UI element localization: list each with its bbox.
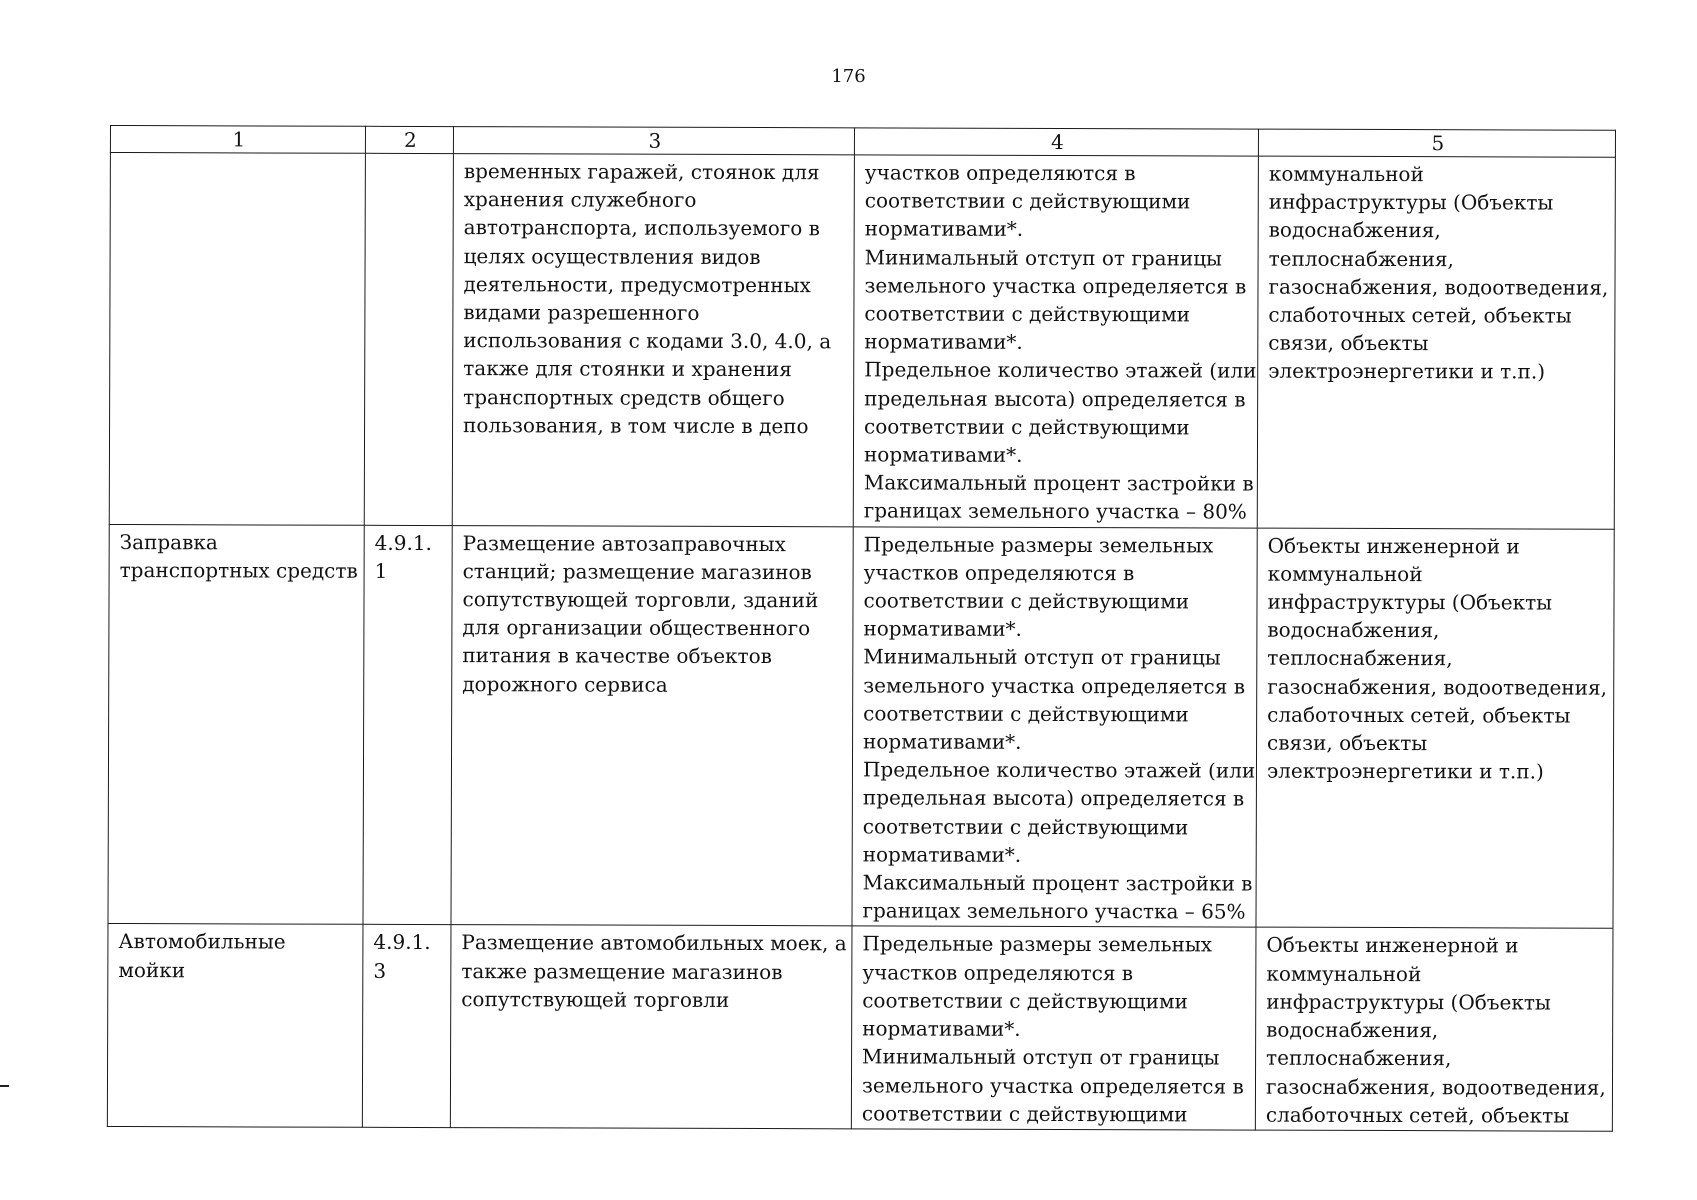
cell-text-line: Размещение автозаправочных: [462, 530, 786, 556]
land-use-code-cell: 4.9.1.1: [363, 525, 452, 925]
cell-text-line: Предельное количество этажей (или: [864, 357, 1257, 384]
margin-mark: [0, 1085, 9, 1087]
cell-text-line: автотранспорта, используемого в: [463, 215, 820, 241]
cell-text-line: также размещение магазинов: [461, 958, 783, 984]
table-row: [108, 524, 1614, 929]
cell-text-line: Объекты инженерной и: [1267, 533, 1520, 559]
land-use-description-cell: [452, 154, 854, 527]
cell-text-line: инфраструктуры (Объекты: [1268, 189, 1554, 215]
cell-text-line: предельная высота) определяется в: [864, 385, 1246, 412]
cell-text-line: соответствии с действующими: [864, 188, 1191, 214]
cell-text-line: инфраструктуры (Объекты: [1267, 589, 1553, 615]
cell-text-line: нормативами*.: [863, 442, 1023, 467]
infrastructure-objects-cell: [1256, 528, 1614, 929]
cell-text-line: транспортных средств: [119, 557, 358, 583]
cell-text-line: нормативами*.: [862, 842, 1022, 867]
land-use-parameters-cell: [852, 526, 1257, 927]
cell-text-line: земельного участка определяется в: [863, 673, 1246, 699]
cell-text-line: нормативами*.: [863, 729, 1022, 754]
cell-text-line: дорожного сервиса: [462, 671, 668, 697]
land-use-table: [107, 125, 1616, 1132]
cell-text-line: нормативами*.: [863, 616, 1022, 642]
cell-text-line: границах земельного участка – 80%: [863, 498, 1247, 525]
cell-text-line: Минимальный отступ от границы: [864, 244, 1223, 271]
cell-text-line: газоснабжения, водоотведения,: [1268, 274, 1609, 300]
header-col-5: 5: [1258, 129, 1615, 157]
cell-text-line: Минимальный отступ от границы: [862, 1044, 1220, 1070]
cell-text-line: соответствии с действующими: [864, 301, 1191, 327]
cell-text-line: теплоснабжения,: [1267, 646, 1453, 671]
land-use-name-cell: [109, 153, 365, 525]
cell-text-line: соответствии с действующими: [863, 701, 1189, 727]
cell-text-line: коммунальной: [1268, 161, 1424, 187]
cell-text-line: Предельные размеры земельных: [862, 931, 1213, 957]
cell-text-line: транспортных средств общего: [463, 384, 785, 410]
cell-text-line: питания в качестве объектов: [462, 643, 772, 669]
cell-text-line: газоснабжения, водоотведения,: [1265, 1074, 1606, 1100]
land-use-name-cell: [108, 524, 364, 925]
header-col-2: 2: [365, 126, 453, 153]
cell-text-line: соответствии с действующими: [864, 414, 1190, 440]
cell-text-line: границах земельного участка – 65%: [862, 898, 1246, 924]
cell-text-line: Размещение автомобильных моек, а: [461, 930, 847, 956]
land-use-description-cell: [451, 525, 853, 926]
cell-text-line: Минимальный отступ от границы: [863, 644, 1221, 670]
land-use-code-cell: 4.9.1.3: [362, 925, 451, 1128]
cell-text-line: Предельное количество этажей (или: [862, 757, 1256, 783]
header-col-4: 4: [854, 128, 1258, 156]
header-col-1: 1: [110, 126, 365, 154]
cell-text-line: использования с кодами 3.0, 4.0, а: [463, 328, 832, 354]
cell-text-line: газоснабжения, водоотведения,: [1267, 674, 1607, 700]
cell-text-line: хранения служебного: [463, 187, 697, 213]
cell-text-line: водоснабжения,: [1268, 218, 1441, 243]
cell-text-line: временных гаражей, стоянок для: [463, 159, 820, 185]
cell-text-line: связи, объекты: [1267, 730, 1428, 756]
cell-text-line: станций; размещение магазинов: [462, 558, 812, 585]
cell-text-line: электроэнергетики и т.п.): [1268, 359, 1546, 384]
cell-text-line: видами разрешенного: [463, 300, 700, 325]
cell-text-line: для организации общественного: [462, 615, 811, 641]
cell-text-line: Объекты инженерной и: [1266, 933, 1519, 958]
page-number: 176: [831, 66, 866, 87]
land-use-name-cell: [107, 924, 363, 1128]
infrastructure-objects-cell: [1257, 156, 1615, 529]
cell-text-line: деятельности, предусмотренных: [463, 271, 811, 298]
cell-text-line: сопутствующей торговли, зданий: [462, 587, 819, 613]
land-use-description-cell: [450, 925, 852, 1129]
cell-text-line: соответствии с действующими: [862, 814, 1189, 840]
cell-text-line: теплоснабжения,: [1268, 246, 1454, 271]
cell-text-line: нормативами*.: [864, 329, 1023, 355]
cell-text-line: нормативами*.: [864, 216, 1024, 242]
cell-text-line: соответствии с действующими: [861, 1101, 1188, 1127]
cell-text-line: электроэнергетики и т.п.): [1266, 758, 1544, 784]
cell-text-line: предельная высота) определяется в: [862, 785, 1245, 812]
cell-text-line: нормативами*.: [862, 1016, 1021, 1041]
cell-text-line: Максимальный процент застройки в: [863, 470, 1254, 496]
header-col-3: 3: [453, 127, 854, 155]
cell-text-line: теплоснабжения,: [1266, 1045, 1452, 1071]
cell-text-line: соответствии с действующими: [863, 588, 1190, 614]
cell-text-line: Максимальный процент застройки в: [862, 870, 1253, 896]
cell-text-line: мойки: [118, 957, 186, 982]
cell-text-line: слаботочных сетей, объекты: [1265, 1102, 1570, 1128]
infrastructure-objects-cell: [1255, 928, 1613, 1132]
cell-text-line: слаботочных сетей, объекты: [1268, 302, 1572, 328]
cell-text-line: коммунальной: [1267, 561, 1423, 586]
table-row: [107, 924, 1613, 1132]
cell-text-line: пользования, в том числе в депо: [463, 412, 809, 439]
cell-text-line: участков определяются в: [864, 160, 1136, 186]
cell-text-line: целях осуществления видов: [463, 243, 761, 269]
cell-text-line: водоснабжения,: [1266, 1017, 1439, 1043]
cell-text-line: коммунальной: [1266, 961, 1422, 986]
cell-text-line: Автомобильные: [118, 929, 286, 955]
cell-text-line: связи, объекты: [1268, 330, 1429, 356]
cell-text-line: слаботочных сетей, объекты: [1267, 702, 1571, 728]
cell-text-line: Предельные размеры земельных: [863, 532, 1214, 558]
cell-text-line: земельного участка определяется в: [864, 273, 1247, 299]
cell-text-line: участков определяются в: [862, 960, 1134, 985]
cell-text-line: соответствии с действующими: [862, 988, 1188, 1014]
cell-text-line: водоснабжения,: [1267, 617, 1440, 643]
land-use-parameters-cell: [851, 926, 1256, 1130]
land-use-code-cell: [364, 153, 453, 525]
cell-text-line: сопутствующей торговли: [461, 986, 730, 1012]
land-use-parameters-cell: [853, 155, 1258, 528]
cell-text-line: Заправка: [119, 529, 218, 554]
cell-text-line: земельного участка определяется в: [861, 1072, 1244, 1099]
cell-text-line: участков определяются в: [863, 560, 1135, 586]
cell-text-line: инфраструктуры (Объекты: [1266, 989, 1551, 1015]
table-row: [109, 153, 1615, 529]
cell-text-line: также для стоянки и хранения: [463, 356, 792, 382]
